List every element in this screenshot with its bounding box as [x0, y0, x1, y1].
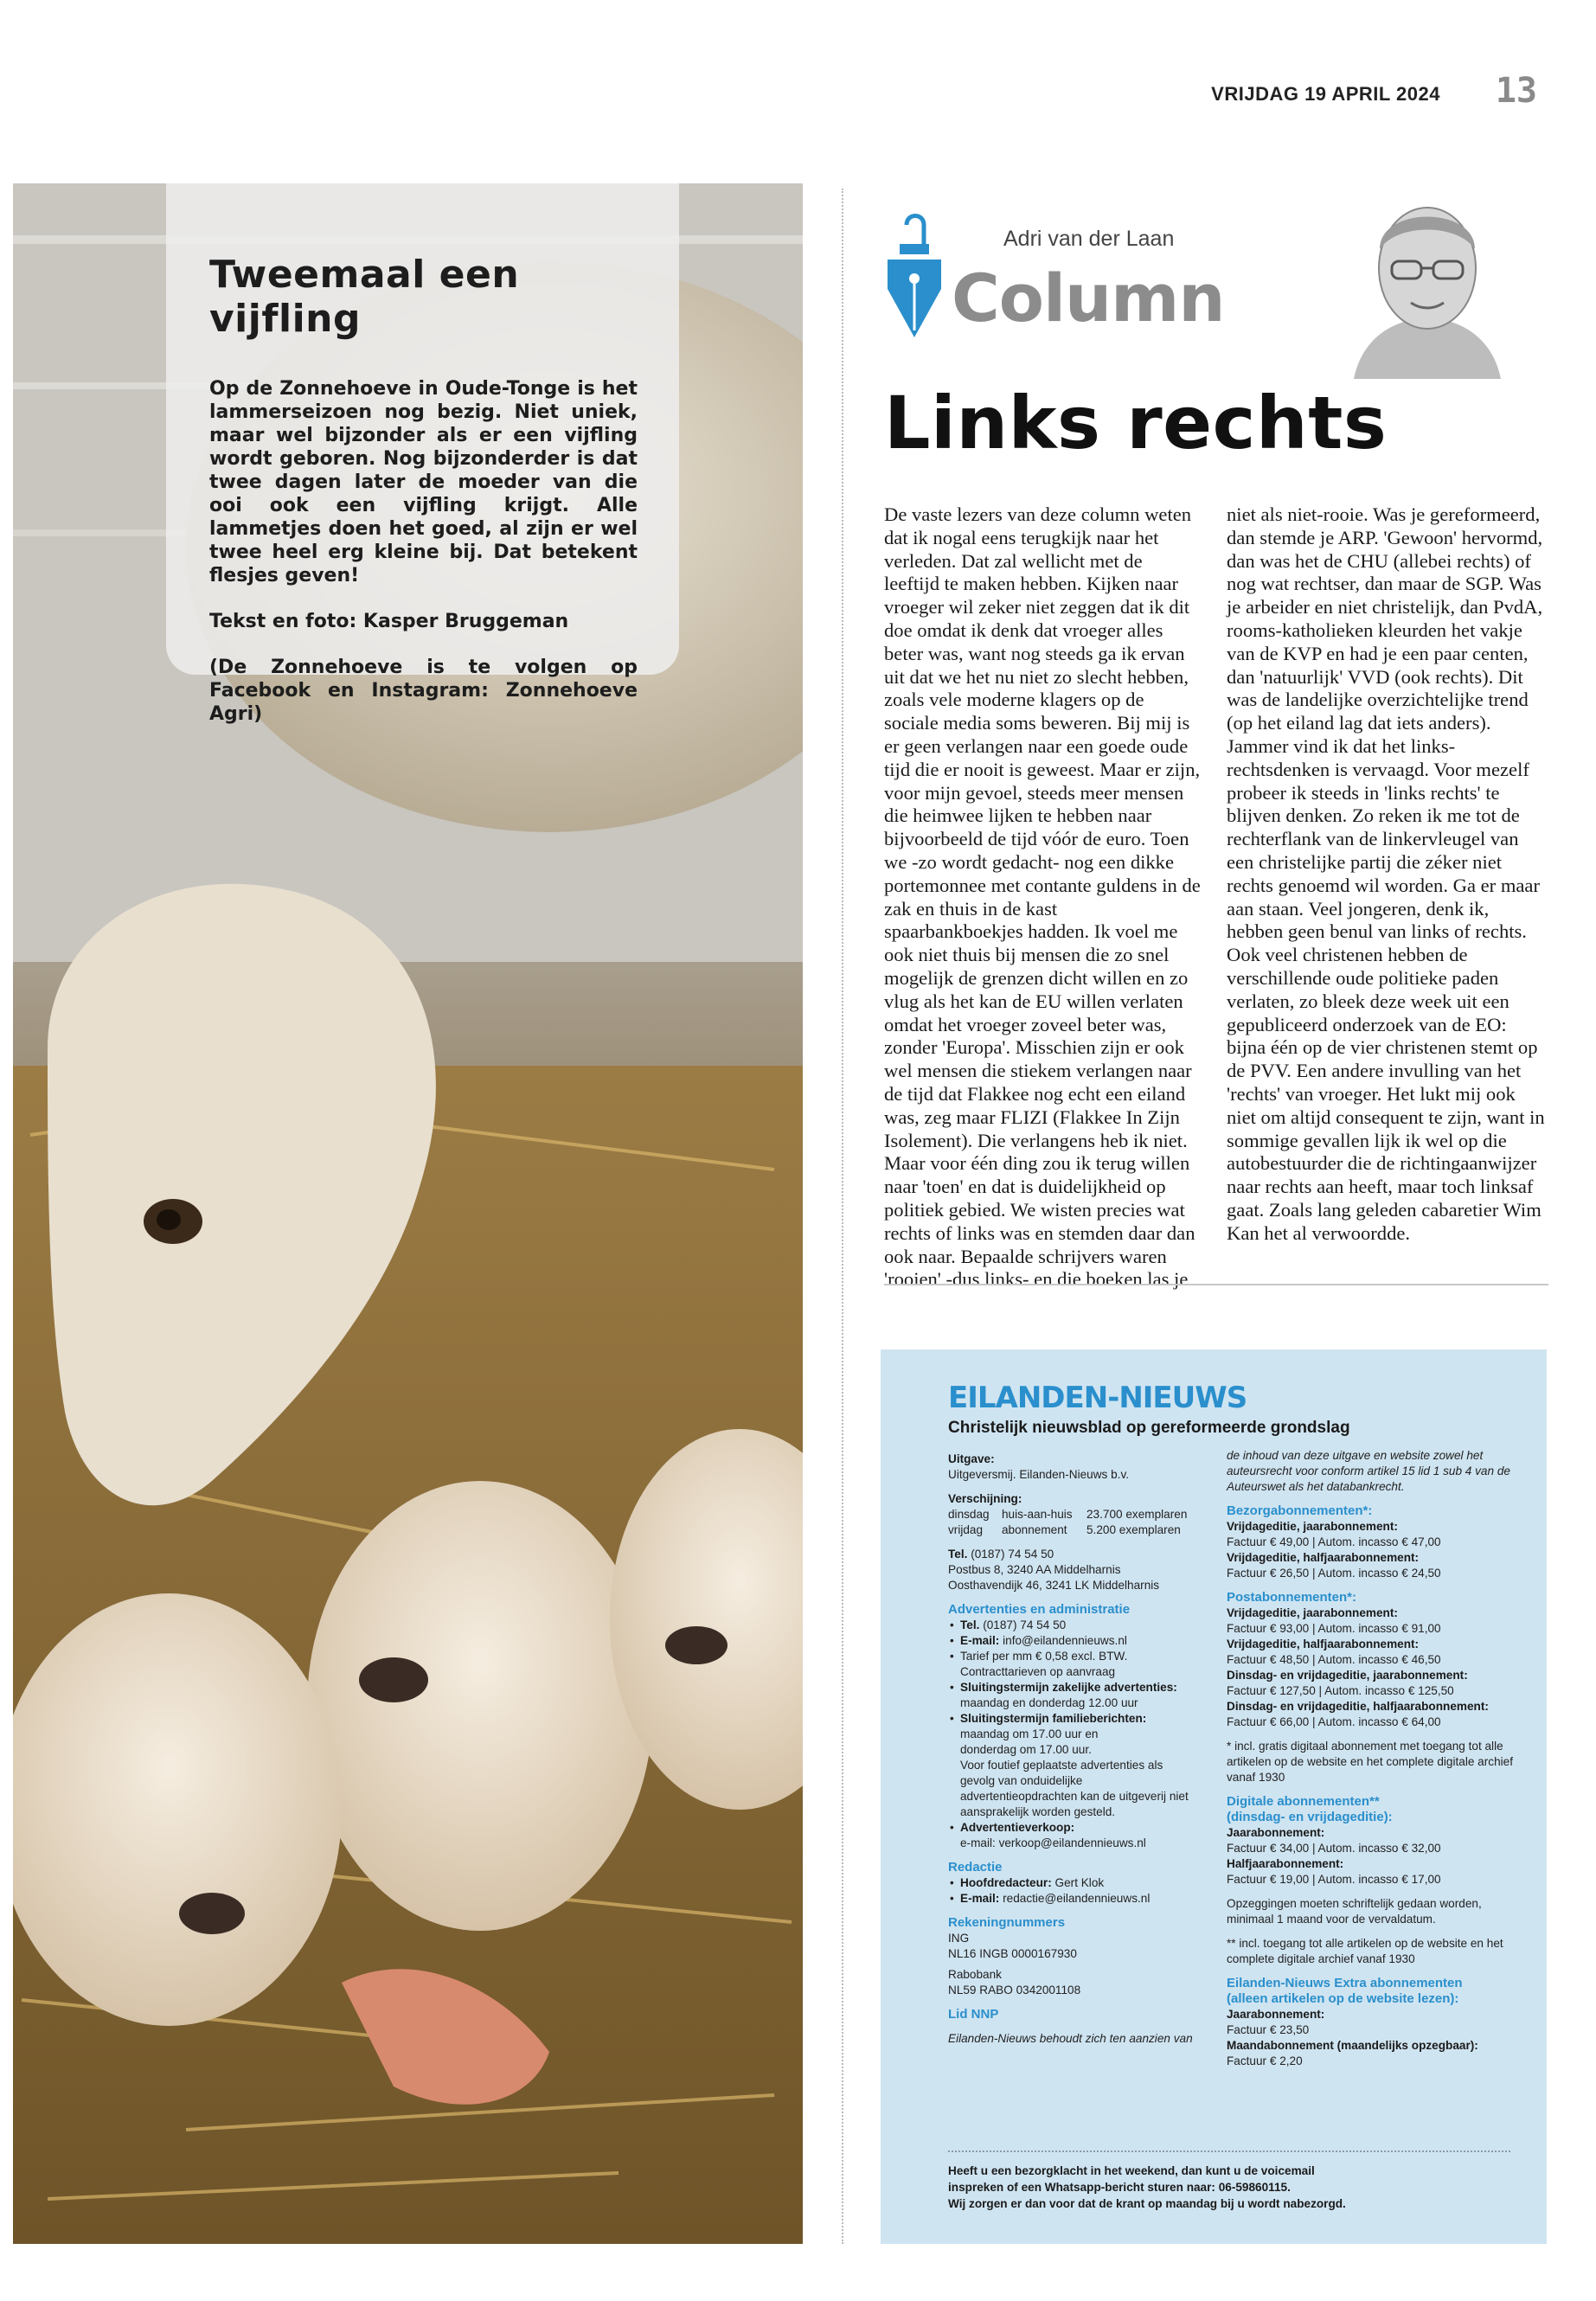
adv-email-link[interactable]: info@eilandennieuws.nl [1003, 1634, 1127, 1647]
caption-title: Tweemaal een vijfling [209, 253, 520, 341]
column-body-right: niet als niet-rooie. Was je gereformeerd, dan stemde je ARP. 'Gewoon' hervormd, dan was het de CHU (allebei rechts) of nog wat rechtser, dan maar de SGP. Was je arbeider en niet christelijk, dan PvdA, rooms-katholieken kleurden het vakje van de KVP en had je een paar centen, dan 'natuurlijk' VVD (ook rechts). Dit was de landelijke overzichtelijke trend (op het eiland lag dat iets anders). Jammer vind ik dat het links-rechtsdenken is vervaagd. Voor mezelf probeer ik steeds in 'links rechts' te blijven denken. Zo reken ik me tot de rechterflank van de linkervleugel van een christelijke partij die zéker niet rechts genoemd wil worden. Ga er maar aan staan. Veel jongeren, denk ik, hebben geen benul van links of rechts. Ook veel christenen hebben de verschillende oude politieke paden verlaten, zo bleek deze week uit een gepubliceerd onderzoek van de EO: bijna één op de vier christenen stemt op de PVV. Een andere invulling van het 'rechts' van vroeger. Het lukt mij ook niet om altijd consequent te zijn, want in sommige gevallen lijk ik wel op die autobestuurder die de richtingaanwijzer naar rechts aan heeft, maar toch linksaf gaat. Zoals lang geleden cabaretier Wim Kan het al verwoordde. [1227, 503, 1545, 1244]
nnp-text-left: Eilanden-Nieuws behoudt zich ten aanzien van [948, 2032, 1193, 2045]
address-line: Oosthavendijk 46, 3241 LK Middelharnis [948, 1579, 1160, 1592]
bezorg-value: Factuur € 49,00 | Autom. incasso € 47,00 [1227, 1535, 1441, 1548]
note-incl: * incl. gratis digitaal abonnement met toegang tot alle artikelen op de website en het complete digitale archief vanaf 1930 [1227, 1740, 1513, 1784]
bezorg-value: Factuur € 26,50 | Autom. incasso € 24,50 [1227, 1567, 1441, 1580]
extra-value: Factuur € 2,20 [1227, 2054, 1303, 2067]
post-value: Factuur € 66,00 | Autom. incasso € 64,00 [1227, 1715, 1441, 1728]
caption-credit: Tekst en foto: Kasper Bruggeman [209, 611, 569, 632]
adv-sluit-familie-line: donderdag om 17.00 uur. [960, 1743, 1092, 1756]
column-headline: Links rechts [884, 381, 1388, 465]
uitgave-label: Uitgave: [948, 1452, 995, 1465]
adv-sluit-familie-line: maandag om 17.00 uur en [960, 1727, 1099, 1740]
colophon-left-column [948, 1452, 1199, 2047]
extra-value: Factuur € 23,50 [1227, 2023, 1310, 2036]
post-heading: Postabonnementen*: [1227, 1590, 1357, 1605]
column-author: Adri van der Laan [1003, 227, 1175, 251]
verschijning-row: dinsdag huis-aan-huis 23.700 exemplaren [948, 1508, 1188, 1521]
post-label: Vrijdageditie, jaarabonnement: [1227, 1606, 1398, 1619]
rekening-heading: Rekeningnummers [948, 1915, 1066, 1930]
uitgave-value: Uitgeversmij. Eilanden-Nieuws b.v. [948, 1468, 1130, 1481]
extra-label: Jaarabonnement: [1227, 2008, 1325, 2021]
vertical-divider [842, 189, 843, 2244]
post-value: Factuur € 127,50 | Autom. incasso € 125,50 [1227, 1684, 1454, 1697]
redactie-email-link[interactable]: redactie@eilandennieuws.nl [1003, 1892, 1151, 1905]
adv-contract: Contracttarieven op aanvraag [960, 1665, 1116, 1678]
verschijning-label: Verschijning: [948, 1492, 1022, 1505]
digital-value: Factuur € 34,00 | Autom. incasso € 32,00 [1227, 1842, 1441, 1855]
digital-value: Factuur € 19,00 | Autom. incasso € 17,00 [1227, 1873, 1441, 1886]
footer-line: inspreken of een Whatsapp-bericht sturen naar: 06-59860115. [948, 2181, 1291, 2194]
adv-sluit-zakelijk-value: maandag en donderdag 12.00 uur [960, 1696, 1138, 1709]
extra-subheading: (alleen artikelen op de website lezen): [1227, 1991, 1459, 2006]
rekening-line: ING [948, 1932, 970, 1945]
caption-text: Op de Zonnehoeve in Oude-Tonge is het lammerseizoen nog bezig. Niet uniek, maar wel bijzonder als er een vijfling wordt geboren. Nog bijzonderder is dat twee dagen later de moeder van die ooi ook een vijfling krijgt. Alle lammetjes doen het goed, al zijn er wel twee heel erg kleine bij. Dat betekent flesjes geven! [209, 378, 638, 586]
adv-verkoop-email[interactable]: e-mail: verkoop@eilandennieuws.nl [960, 1836, 1146, 1849]
colophon-right-column [1227, 1448, 1521, 2069]
redactie-heading: Redactie [948, 1860, 1003, 1875]
caption-social: (De Zonnehoeve is te volgen op Facebook en Instagram: Zonnehoeve Agri) [209, 657, 638, 725]
adv-sluit-familie: • Sluitingstermijn familieberichten: [948, 1711, 1199, 1727]
advertenties-heading: Advertenties en administratie [948, 1602, 1131, 1617]
bezorg-label: Vrijdageditie, halfjaarabonnement: [1227, 1551, 1420, 1564]
extra-label: Maandabonnement (maandelijks opzegbaar): [1227, 2039, 1478, 2052]
digital-label: Jaarabonnement: [1227, 1826, 1325, 1839]
digital-subheading: (dinsdag- en vrijdageditie): [1227, 1810, 1393, 1824]
adv-tel: • Tel. (0187) 74 54 50 [948, 1618, 1199, 1633]
note-dstar: ** incl. toegang tot alle artikelen op de website en het complete digitale archief vanaf 1930 [1227, 1937, 1503, 1965]
adv-verkoop: • Advertentieverkoop: [948, 1820, 1199, 1836]
redactie-hoofd: • Hoofdredacteur: Gert Klok [948, 1875, 1199, 1891]
post-label: Dinsdag- en vrijdageditie, jaarabonnement: [1227, 1669, 1468, 1682]
post-label: Vrijdageditie, halfjaarabonnement: [1227, 1638, 1420, 1650]
adv-tarief: • Tarief per mm € 0,58 excl. BTW. [948, 1649, 1199, 1664]
page-header [0, 71, 1596, 114]
bezorg-heading: Bezorgabonnementen*: [1227, 1503, 1373, 1518]
post-value: Factuur € 48,50 | Autom. incasso € 46,50 [1227, 1653, 1441, 1666]
adv-foutief: Voor foutief geplaatste advertenties als gevolg van onduidelijke advertentieopdrachten kan de uitgeverij niet aansprakelijk worden gesteld. [960, 1759, 1189, 1818]
redactie-email: • E-mail: redactie@eilandennieuws.nl [948, 1891, 1199, 1907]
colophon-box [881, 1349, 1547, 2244]
fountain-pen-icon [881, 209, 948, 339]
nnp-text-right: de inhoud van deze uitgave en website zowel het auteursrecht voor conform artikel 15 lid 1 sub 4 van de Auteurswet als het databankrecht. [1227, 1449, 1510, 1493]
issue-date: VRIJDAG 19 APRIL 2024 [1211, 83, 1440, 105]
rekening-line: NL59 RABO 0342001108 [948, 1984, 1081, 1997]
address-line: Postbus 8, 3240 AA Middelharnis [948, 1563, 1121, 1576]
bezorg-label: Vrijdageditie, jaarabonnement: [1227, 1520, 1398, 1533]
footer-line: Wij zorgen er dan voor dat de krant op maandag bij u wordt nabezorgd. [948, 2197, 1346, 2210]
tel-line: Tel. (0187) 74 54 50 [948, 1548, 1054, 1561]
nnp-heading: Lid NNP [948, 2007, 999, 2022]
column-label: Column [952, 260, 1225, 336]
newspaper-subtitle: Christelijk nieuwsblad op gereformeerde grondslag [948, 1419, 1350, 1437]
verschijning-row: vrijdag abonnement 5.200 exemplaren [948, 1523, 1181, 1536]
colophon-footer [948, 2150, 1510, 2212]
extra-heading: Eilanden-Nieuws Extra abonnementen [1227, 1976, 1463, 1990]
digital-heading: Digitale abonnementen** [1227, 1794, 1380, 1809]
post-label: Dinsdag- en vrijdageditie, halfjaarabonnement: [1227, 1700, 1489, 1713]
rekening-line: NL16 INGB 0000167930 [948, 1947, 1077, 1960]
newspaper-logo: EILANDEN-NIEUWS [948, 1381, 1247, 1415]
digital-label: Halfjaarabonnement: [1227, 1857, 1344, 1870]
page-number: 13 [1495, 71, 1537, 111]
rekening-line: Rabobank [948, 1968, 1002, 1981]
opzeggingen-text: Opzeggingen moeten schriftelijk gedaan worden, minimaal 1 maand voor de vervaldatum. [1227, 1897, 1482, 1926]
footer-line: Heeft u een bezorgklacht in het weekend, dan kunt u de voicemail [948, 2164, 1315, 2177]
adv-email: • E-mail: info@eilandennieuws.nl [948, 1633, 1199, 1649]
horizontal-rule [884, 1284, 1548, 1285]
post-value: Factuur € 93,00 | Autom. incasso € 91,00 [1227, 1622, 1441, 1635]
photo-caption-box [166, 183, 679, 725]
author-portrait [1354, 189, 1501, 379]
column-body-left: De vaste lezers van deze column weten dat ik nogal eens terugkijk naar het verleden. Dat zal wellicht met de leeftijd te maken hebben. Kijken naar vroeger wil zeker niet zeggen dat ik dit doe omdat ik denk dat vroeger alles beter was, want nog steeds ga ik ervan uit dat we het nu niet zo slecht hebben, zoals vele moderne klagers op de sociale media soms beweren. Bij mij is er geen verlangen naar een goede oude tijd die er nooit is geweest. Maar er zijn, voor mijn gevoel, steeds meer mensen die heimwee lijken te hebben naar bijvoorbeeld de tijd vóór de euro. Toen we -zo wordt gedacht- nog een dikke portemonnee met contante guldens in de zak en thuis in de kast spaarbankboekjes hadden. Ik voel me ook niet thuis bij mensen die zo snel mogelijk de grenzen dicht willen en zo vlug als het kan de EU willen verlaten omdat het vroeger zoveel beter was, zonder 'Europa'. Misschien zijn er ook wel mensen die stiekem verlangen naar de tijd dat Flakkee nog echt een eiland was, zeg maar FLIZI (Flakkee In Zijn Isolement). Die verlangens heb ik niet. Maar voor één ding zou ik terug willen naar 'toen' en dat is duidelijkheid op politiek gebied. We wisten precies wat rechts of links was en stemden daar dan ook naar. Bepaalde schrijvers waren 'rooien' -dus links- en die boeken las je [884, 503, 1201, 1291]
adv-sluit-zakelijk: • Sluitingstermijn zakelijke advertenties: [948, 1680, 1199, 1695]
